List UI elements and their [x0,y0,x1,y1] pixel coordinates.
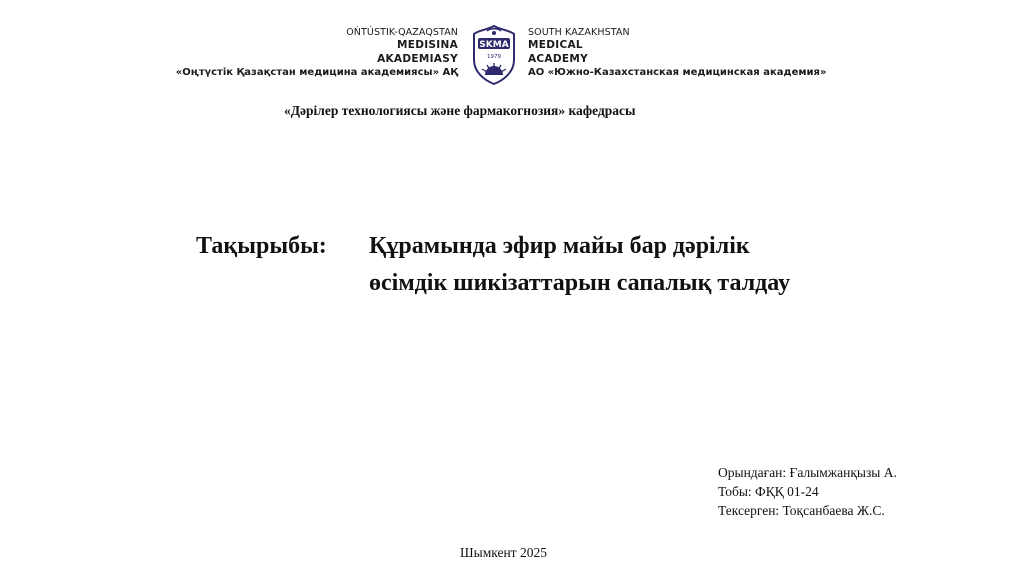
skma-emblem-icon [467,22,521,86]
topic-line2: өсімдік шикізаттарын сапалық талдау [369,270,791,296]
header-left-block [176,26,458,80]
header-left-line4: «Оңтүстік Қазақстан медицина академиясы» АҚ [175,67,458,78]
footer-city-year: Шымкент 2025 [460,545,547,560]
header-right-line4: АО «Южно-Казахстанская медицинская академия» [528,67,827,78]
header-right-line2: MEDICAL [528,39,583,51]
topic-label: Тақырыбы: [196,233,327,259]
department-title: «Дәрілер технологиясы және фармакогнозия» кафедрасы [284,103,636,118]
logo-year: 1979 [487,54,501,60]
logo-abbr: SKMA [479,40,509,50]
header-left-line2: MEDISINA [396,39,458,51]
header-right-block [528,26,826,80]
header-right-line1: SOUTH KAZAKHSTAN [528,27,630,38]
info-block [718,463,897,520]
checker-text: Тексерген: Тоқсанбаева Ж.С. [718,503,885,518]
header-right-line3: ACADEMY [528,52,588,65]
header-left-line3: AKADEMIASY [377,52,458,65]
group-text: Тобы: ФҚҚ 01-24 [718,484,819,499]
topic-line1: Құрамында эфир майы бар дәрілік [369,233,750,259]
performer-text: Орындаған: Ғалымжанқызы А. [718,465,897,480]
header-left-line1: OŃTÚSTIK-QAZAQSTAN [346,27,458,38]
header [0,0,1024,100]
